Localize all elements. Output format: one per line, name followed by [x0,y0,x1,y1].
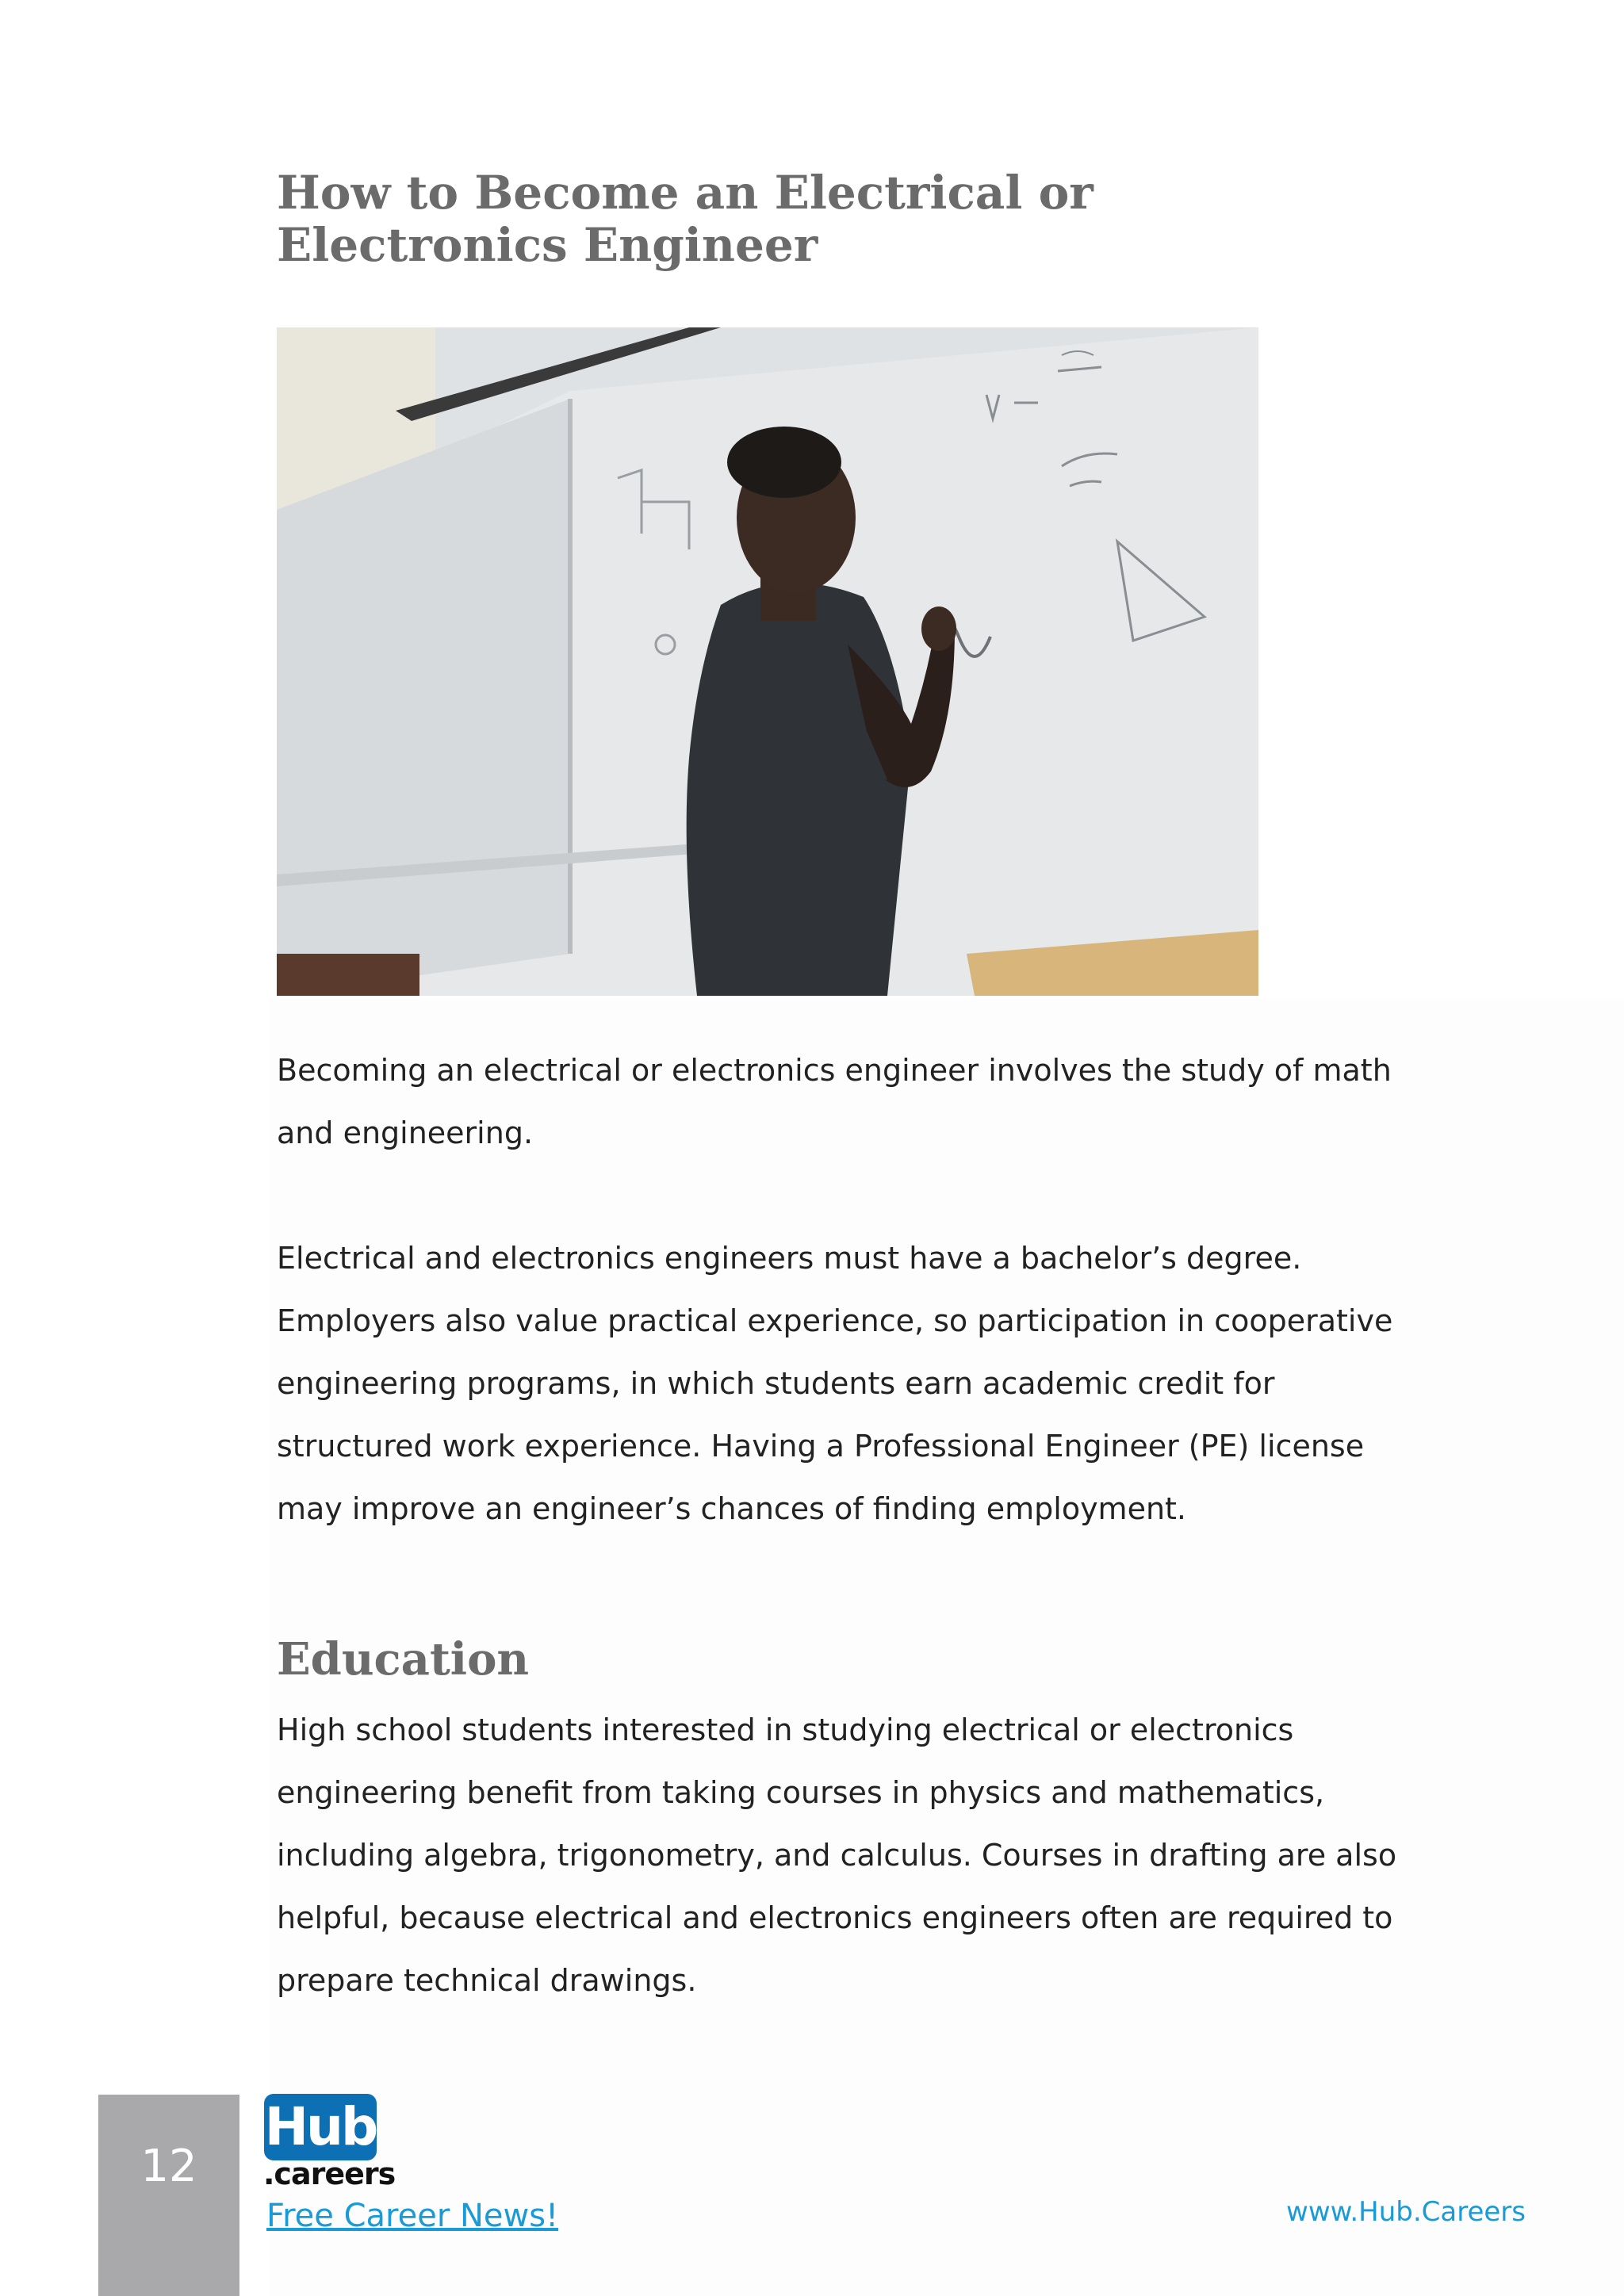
engineer-whiteboard-photo [277,327,1258,996]
education-heading: Education [277,1633,530,1686]
education-paragraph: High school students interested in studying electrical or electronics engineering benefit from taking courses in physics and mathematics, including algebra, trigonometry, and calculus. Courses in drafting are also helpful, because electrical and electronics engineers often are required to prepare technical drawings. [277,1712,1397,1998]
free-career-news-link[interactable]: Free Career News! [266,2198,559,2234]
hub-logo-subtitle: .careers [263,2156,396,2191]
intro-paragraph: Becoming an electrical or electronics engineer involves the study of math and engineering. [277,1053,1392,1150]
requirements-paragraph: Electrical and electronics engineers must have a bachelor’s degree. Employers also value practical experience, so participation in cooperative engineering programs, in which students earn academic credit for structured work experience. Having a Professional Engineer (PE) license may improve an engineer’s chances of finding employment. [277,1241,1393,1526]
hub-logo: Hub [264,2094,377,2160]
website-url[interactable]: www.Hub.Careers [1286,2196,1526,2228]
page-number: 12 [98,2095,239,2296]
page-title: How to Become an Electrical or Electronics Engineer [277,166,1094,272]
